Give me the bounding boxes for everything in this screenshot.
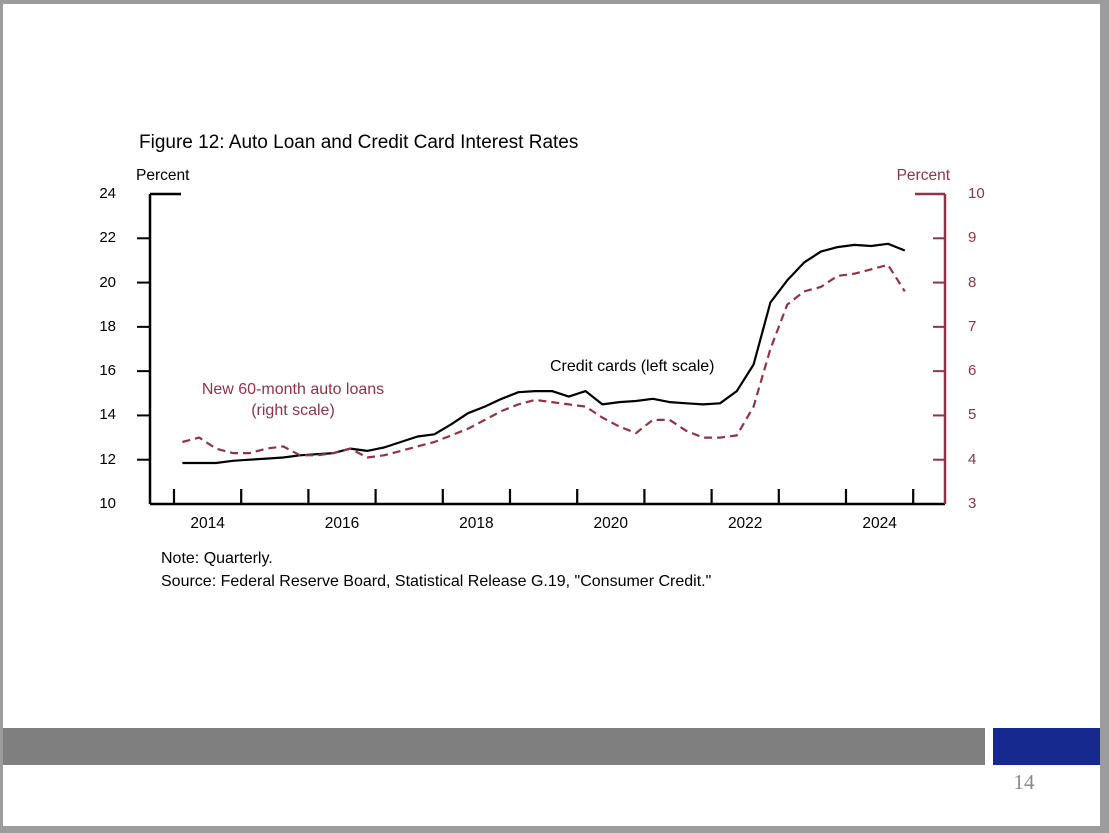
left-axis-tick-label: 24 <box>99 185 116 202</box>
left-axis-tick-label: 18 <box>99 317 116 335</box>
auto-loans-series-label <box>168 379 418 421</box>
left-axis-tick-label: 16 <box>99 362 116 380</box>
right-axis-tick-label: 10 <box>968 185 985 202</box>
credit-cards-series-label: Credit cards (left scale) <box>550 358 715 375</box>
right-axis-tick-label: 7 <box>968 317 977 335</box>
right-axis-tick-label: 5 <box>968 406 977 424</box>
page-number: 14 <box>1013 770 1035 794</box>
right-axis-tick-label: 4 <box>968 450 977 468</box>
chart-note: Note: Quarterly. <box>161 550 273 567</box>
x-axis-year-label: 2016 <box>324 515 360 532</box>
left-axis-tick-label: 10 <box>99 495 116 512</box>
left-axis-tick-label: 20 <box>99 273 116 291</box>
auto-loans-series-label-line1: New 60-month auto loans <box>201 381 385 398</box>
footer-gray-bar <box>3 728 985 765</box>
left-axis-tick-label: 14 <box>99 406 116 424</box>
left-axis-title: Percent <box>136 167 190 184</box>
note-source-block <box>161 547 711 593</box>
chart-source: Source: Federal Reserve Board, Statistical Release G.19, "Consumer Credit." <box>161 573 712 590</box>
x-axis-year-label: 2014 <box>190 515 225 532</box>
x-axis-year-label: 2018 <box>459 515 494 532</box>
footer-blue-accent <box>993 728 1100 765</box>
left-axis-tick-label: 12 <box>99 450 116 468</box>
x-axis-year-label: 2022 <box>727 515 763 532</box>
auto-loans-series-label-line2: (right scale) <box>251 402 335 419</box>
x-axis-year-label: 2020 <box>593 515 629 532</box>
right-axis-tick-label: 8 <box>968 273 977 291</box>
figure-title: Figure 12: Auto Loan and Credit Card Interest Rates <box>139 132 579 153</box>
right-axis-tick-label: 6 <box>968 362 977 380</box>
x-axis-year-label: 2024 <box>862 515 897 532</box>
left-axis-tick-label: 22 <box>99 229 116 247</box>
right-axis-title: Percent <box>896 167 950 184</box>
right-axis-tick-label: 3 <box>968 495 977 512</box>
right-axis-tick-label: 9 <box>968 229 977 247</box>
